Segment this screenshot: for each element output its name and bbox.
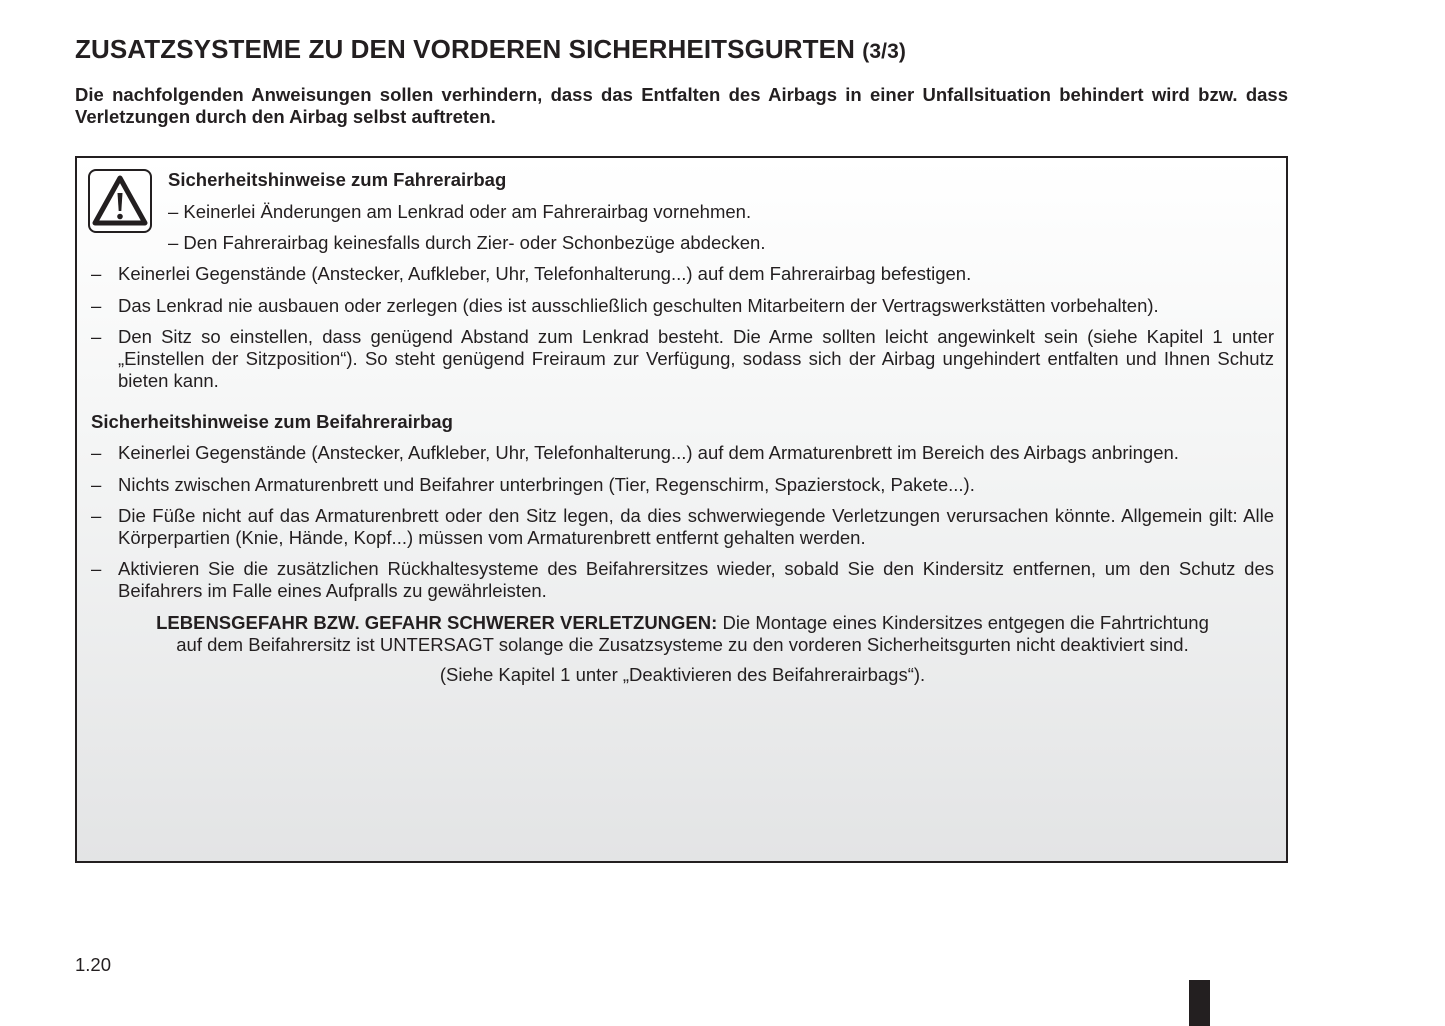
- list-item: [91, 263, 1274, 285]
- list-item: [91, 326, 1274, 392]
- intro-text: Die nachfolgenden Anweisungen sollen verhindern, dass das Entfalten des Airbags in einer Unfallsituation behindert wird bzw. dass Verletzungen durch den Airbag selbst auftreten.: [75, 84, 1288, 127]
- list-item-text: Das Lenkrad nie ausbauen oder zerlegen (dies ist ausschließlich geschulten Mitarbeitern der Vertragswerkstätten vorbehalten).: [118, 295, 1159, 316]
- driver-icon-item: – Den Fahrerairbag keinesfalls durch Zier- oder Schonbezüge abdecken.: [168, 232, 766, 253]
- passenger-airbag-heading: Sicherheitshinweise zum Beifahrerairbag: [91, 411, 453, 432]
- list-item-text: Keinerlei Gegenstände (Anstecker, Aufkleber, Uhr, Telefonhalterung...) auf dem Armaturenbrett im Bereich des Airbags anbringen.: [118, 442, 1179, 463]
- title-main: ZUSATZSYSTEME ZU DEN VORDEREN SICHERHEITSGURTEN: [75, 34, 863, 64]
- list-item: [91, 442, 1274, 464]
- list-item-text: Aktivieren Sie die zusätzlichen Rückhaltesysteme des Beifahrersitzes wieder, sobald Sie den Kindersitz entfernen, um den Schutz des Beifahrers im Falle eines Aufpralls zu gewährleisten.: [118, 558, 1274, 601]
- page-title: [75, 34, 906, 65]
- list-item: [91, 295, 1274, 317]
- list-dash: –: [91, 326, 102, 347]
- list-dash: –: [91, 505, 102, 526]
- list-item-text: Die Füße nicht auf das Armaturenbrett oder den Sitz legen, da dies schwerwiegende Verletzungen verursachen könnte. Allgemein gilt: Alle Körperpartien (Knie, Hände, Kopf...) müssen vom Armaturenbrett entfernt gehalten werden.: [118, 505, 1274, 548]
- list-item-text: Nichts zwischen Armaturenbrett und Beifahrer unterbringen (Tier, Regenschirm, Spazierstock, Pakete...).: [118, 474, 975, 495]
- warning-triangle-icon: [88, 169, 152, 233]
- danger-label: LEBENSGEFAHR BZW. GEFAHR SCHWERER VERLETZUNGEN:: [156, 612, 718, 633]
- driver-airbag-heading: Sicherheitshinweise zum Fahrerairbag: [168, 169, 507, 190]
- driver-icon-item: – Keinerlei Änderungen am Lenkrad oder am Fahrerairbag vornehmen.: [168, 201, 752, 222]
- warning-box: [75, 156, 1288, 863]
- title-part: (3/3): [862, 40, 906, 63]
- danger-notice: [91, 612, 1274, 656]
- list-dash: –: [91, 295, 102, 316]
- list-item: [91, 558, 1274, 602]
- list-dash: –: [91, 442, 102, 463]
- list-item: [91, 474, 1274, 496]
- list-dash: –: [91, 263, 102, 284]
- list-item-text: Den Sitz so einstellen, dass genügend Abstand zum Lenkrad besteht. Die Arme sollten leicht angewinkelt sein (siehe Kapitel 1 unter „Einstellen der Sitzposition“). So steht genügend Freiraum zur Verfügung, sodass sich der Airbag ungehindert entfalten und Ihnen Schutz bieten kann.: [118, 326, 1274, 391]
- danger-text-line2: auf dem Beifahrersitz ist UNTERSAGT solange die Zusatzsysteme zu den vorderen Sicherheitsgurten nicht deaktiviert sind.: [176, 634, 1189, 655]
- chapter-tab-marker: [1189, 980, 1210, 1026]
- list-dash: –: [91, 558, 102, 579]
- page-number: 1.20: [75, 954, 112, 975]
- list-item-text: Keinerlei Gegenstände (Anstecker, Aufkleber, Uhr, Telefonhalterung...) auf dem Fahrerairbag befestigen.: [118, 263, 972, 284]
- list-dash: –: [91, 474, 102, 495]
- danger-text-line1: Die Montage eines Kindersitzes entgegen die Fahrtrichtung: [717, 612, 1209, 633]
- list-item: [91, 505, 1274, 549]
- chapter-reference: (Siehe Kapitel 1 unter „Deaktivieren des Beifahrerairbags“).: [439, 664, 926, 685]
